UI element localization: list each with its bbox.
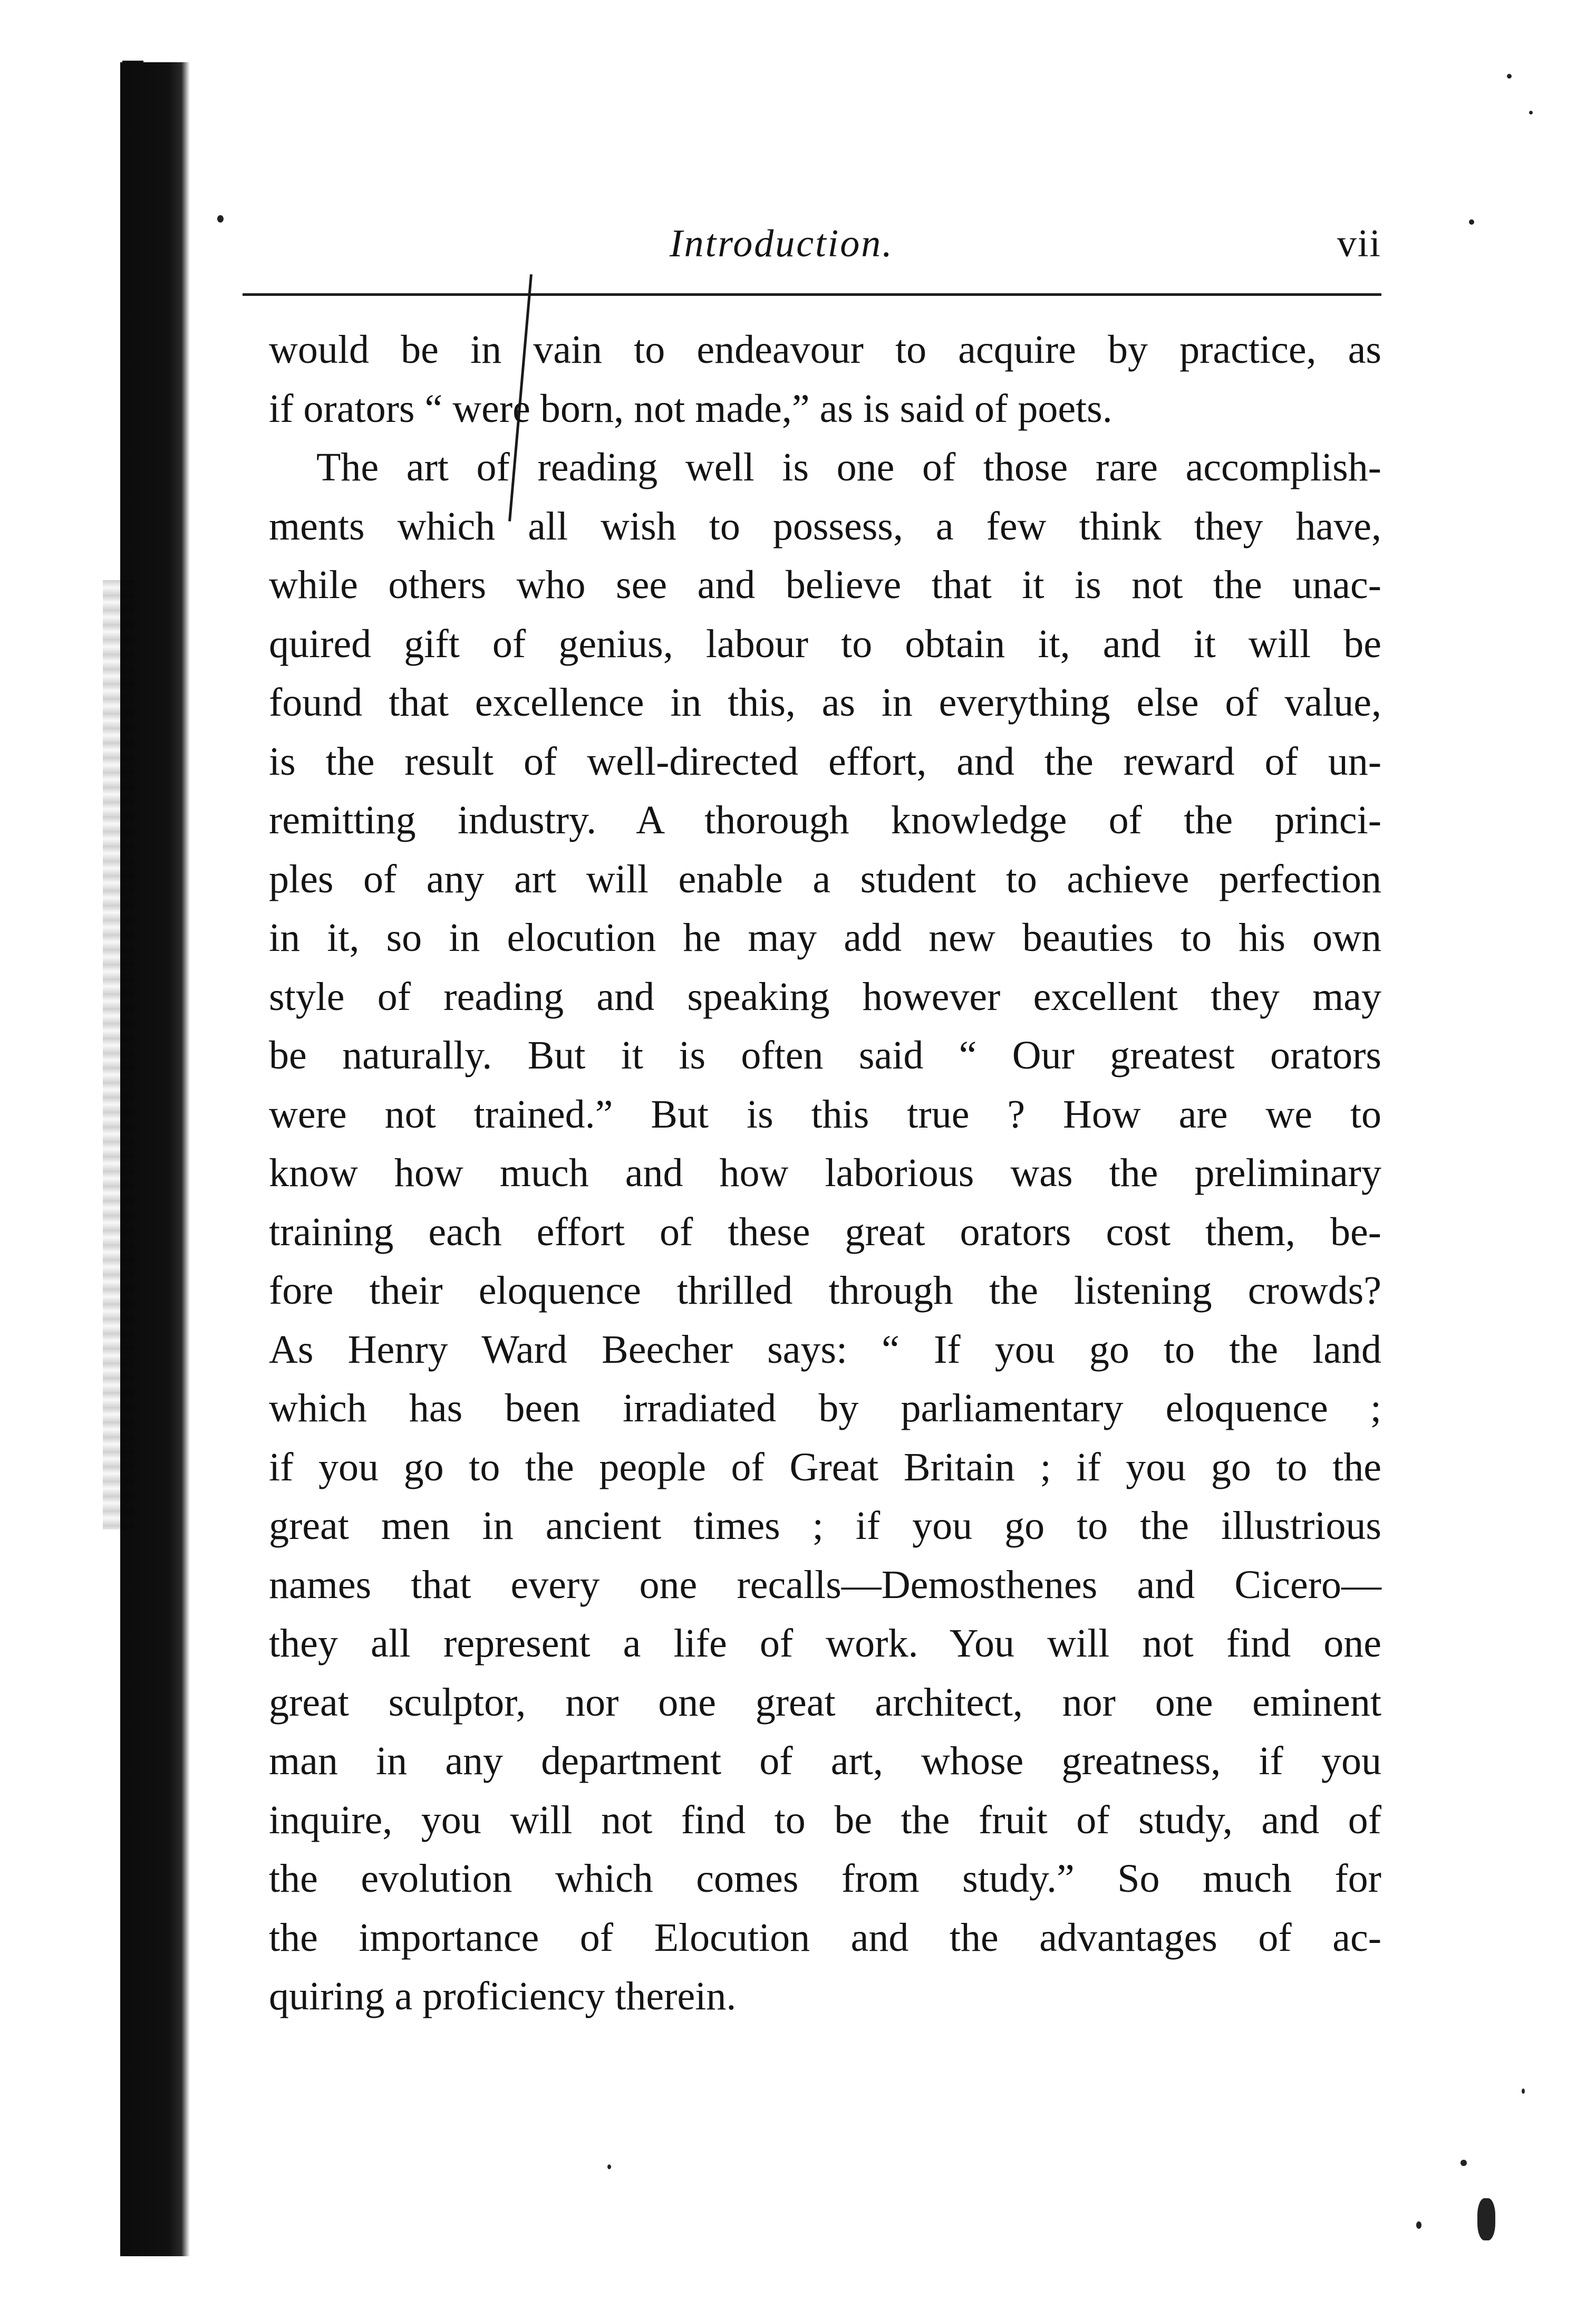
running-header-title: Introduction. xyxy=(670,222,894,265)
speck xyxy=(1522,2089,1525,2094)
text-line: the importance of Elocution and the advantages of ac- xyxy=(269,1915,1381,1960)
running-header xyxy=(269,222,1381,280)
speck xyxy=(1460,2160,1467,2166)
text-line: ments which all wish to possess, a few think they have, xyxy=(269,504,1381,548)
text-line: in it, so in elocution he may add new beauties to his own xyxy=(269,916,1381,960)
speck xyxy=(1507,74,1512,79)
text-line: would be in vain to endeavour to acquire by practice, as xyxy=(269,328,1381,372)
text-line: inquire, you will not find to be the fruit of study, and of xyxy=(269,1797,1381,1842)
text-line: As Henry Ward Beecher says: “ If you go to the land xyxy=(269,1327,1381,1372)
speck xyxy=(607,2164,611,2169)
text-line: man in any department of art, whose greatness, if you xyxy=(269,1739,1381,1783)
text-line: if orators “ were born, not made,” as is said of poets. xyxy=(269,386,1113,431)
text-line: is the result of well-directed effort, and the reward of un- xyxy=(269,739,1381,784)
paragraph-end-line: quiring a proficiency therein. xyxy=(269,1974,737,2018)
header-rule xyxy=(243,293,1381,296)
text-line: were not trained.” But is this true ? How are we to xyxy=(269,1092,1381,1137)
text-line: the evolution which comes from study.” So much for xyxy=(269,1856,1381,1901)
text-line: great men in ancient times ; if you go to the illustrious xyxy=(269,1504,1381,1548)
speck xyxy=(1416,2221,1421,2229)
text-line: training each effort of these great orators cost them, be- xyxy=(269,1209,1381,1254)
text-line: great sculptor, nor one great architect, nor one eminent xyxy=(269,1680,1381,1725)
speck xyxy=(1469,219,1474,225)
text-line: if you go to the people of Great Britain ; if you go to the xyxy=(269,1445,1381,1489)
speck xyxy=(1529,111,1533,114)
text-line: names that every one recalls—Demosthenes and Cicero— xyxy=(269,1562,1381,1607)
text-line: remitting industry. A thorough knowledge of the princi- xyxy=(269,798,1381,842)
text-line: be naturally. But it is often said “ Our greatest orators xyxy=(269,1033,1381,1077)
text-line: style of reading and speaking however excellent they may xyxy=(269,974,1381,1019)
body-text xyxy=(269,321,1381,2026)
text-line: they all represent a life of work. You will not find one xyxy=(269,1621,1381,1666)
paragraph-start-line: The art of reading well is one of those rare accomplish- xyxy=(316,445,1381,489)
page-number: vii xyxy=(1337,222,1381,265)
text-line: quired gift of genius, labour to obtain it, and it will be xyxy=(269,621,1381,666)
text-line: know how much and how laborious was the preliminary xyxy=(269,1151,1381,1195)
binding-edge-speckle xyxy=(103,580,134,1529)
text-line: which has been irradiated by parliamentary eloquence ; xyxy=(269,1386,1381,1430)
text-line: fore their eloquence thrilled through the listening crowds? xyxy=(269,1268,1381,1313)
text-line: ples of any art will enable a student to achieve perfection xyxy=(269,857,1381,901)
speck xyxy=(1477,2198,1495,2240)
speck xyxy=(217,215,224,223)
text-line: found that excellence in this, as in everything else of value, xyxy=(269,680,1381,725)
text-line: while others who see and believe that it is not the unac- xyxy=(269,563,1381,607)
